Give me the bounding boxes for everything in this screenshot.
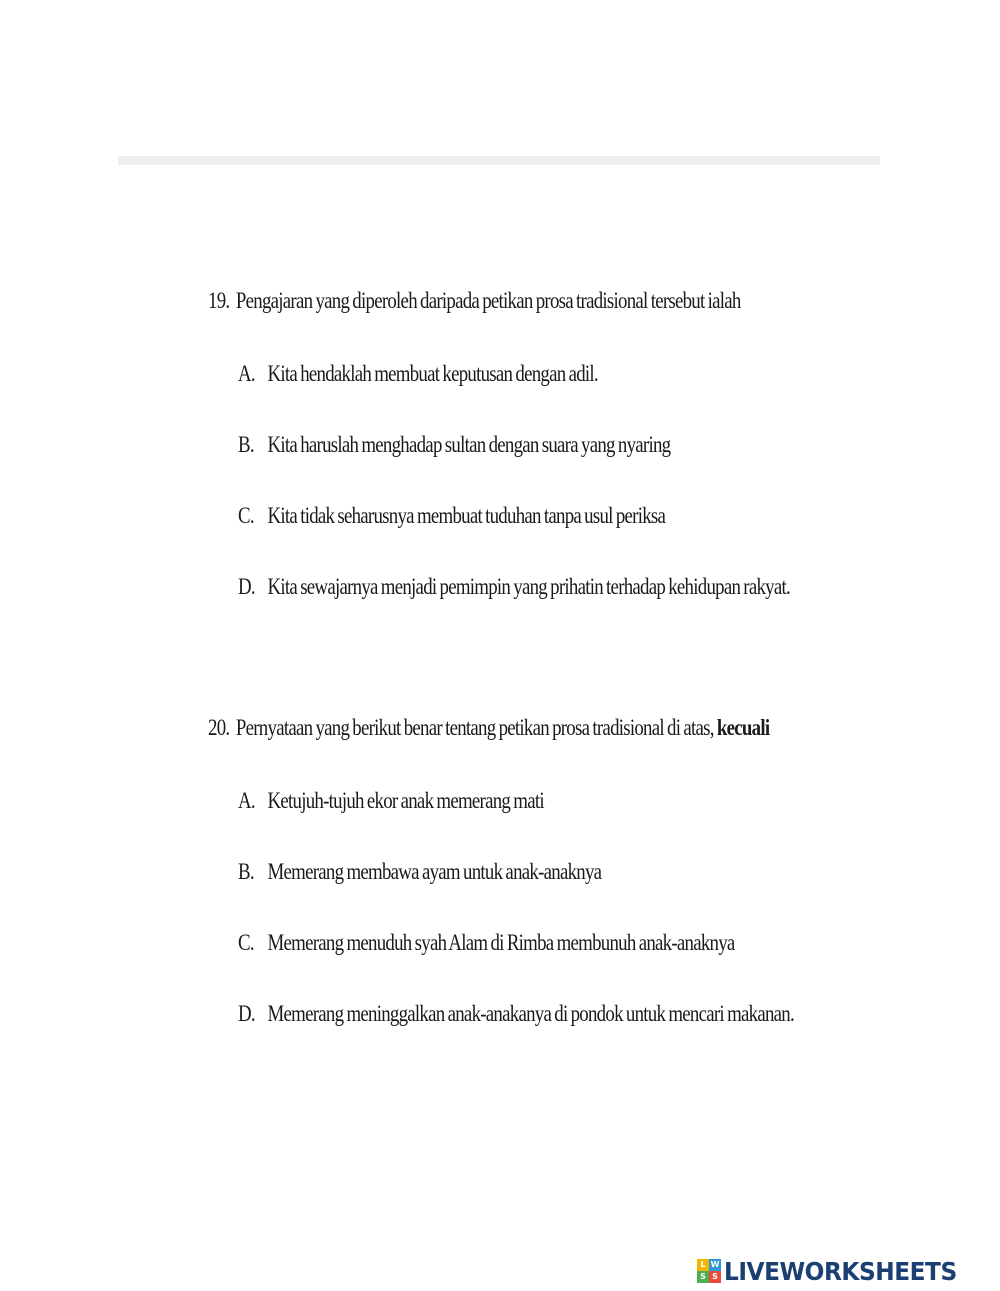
option-letter: D. [238, 574, 255, 599]
logo-text: LIVEWORKSHEETS [724, 1256, 957, 1286]
q19-option-a[interactable] [238, 361, 598, 387]
question-text: Pengajaran yang diperoleh daripada petikan prosa tradisional tersebut ialah [235, 288, 741, 313]
option-letter: A. [238, 361, 255, 386]
option-letter: B. [238, 432, 254, 457]
q19-option-c[interactable] [238, 503, 665, 529]
option-letter: B. [238, 859, 254, 884]
option-text: Kita tidak seharusnya membuat tuduhan tanpa usul periksa [267, 503, 666, 528]
question-text: Pernyataan yang berikut benar tentang petikan prosa tradisional di atas, [235, 715, 717, 740]
q19-option-d[interactable] [238, 574, 790, 600]
question-emphasis: kecuali [716, 715, 770, 740]
logo-mark-icon: L W S S [697, 1259, 721, 1283]
q19-option-b[interactable] [238, 432, 670, 458]
q20-option-a[interactable] [238, 788, 544, 814]
question-number: 19. [208, 288, 230, 313]
q20-option-c[interactable] [238, 930, 735, 956]
option-letter: C. [238, 930, 254, 955]
top-divider [118, 156, 880, 165]
option-text: Ketujuh-tujuh ekor anak memerang mati [267, 788, 544, 813]
question-number: 20. [208, 715, 230, 740]
option-text: Memerang menuduh syah Alam di Rimba membunuh anak-anaknya [267, 930, 735, 955]
option-text: Kita hendaklah membuat keputusan dengan adil. [267, 361, 598, 386]
q20-option-d[interactable] [238, 1001, 794, 1027]
question-19 [208, 288, 741, 314]
option-text: Memerang membawa ayam untuk anak-anaknya [267, 859, 602, 884]
q20-option-b[interactable] [238, 859, 601, 885]
option-text: Kita haruslah menghadap sultan dengan suara yang nyaring [267, 432, 671, 457]
liveworksheets-logo[interactable] [697, 1258, 974, 1284]
option-text: Memerang meninggalkan anak-anakanya di pondok untuk mencari makanan. [267, 1001, 794, 1026]
option-letter: C. [238, 503, 254, 528]
option-letter: A. [238, 788, 255, 813]
question-20 [208, 715, 769, 741]
option-letter: D. [238, 1001, 255, 1026]
option-text: Kita sewajarnya menjadi pemimpin yang prihatin terhadap kehidupan rakyat. [267, 574, 790, 599]
